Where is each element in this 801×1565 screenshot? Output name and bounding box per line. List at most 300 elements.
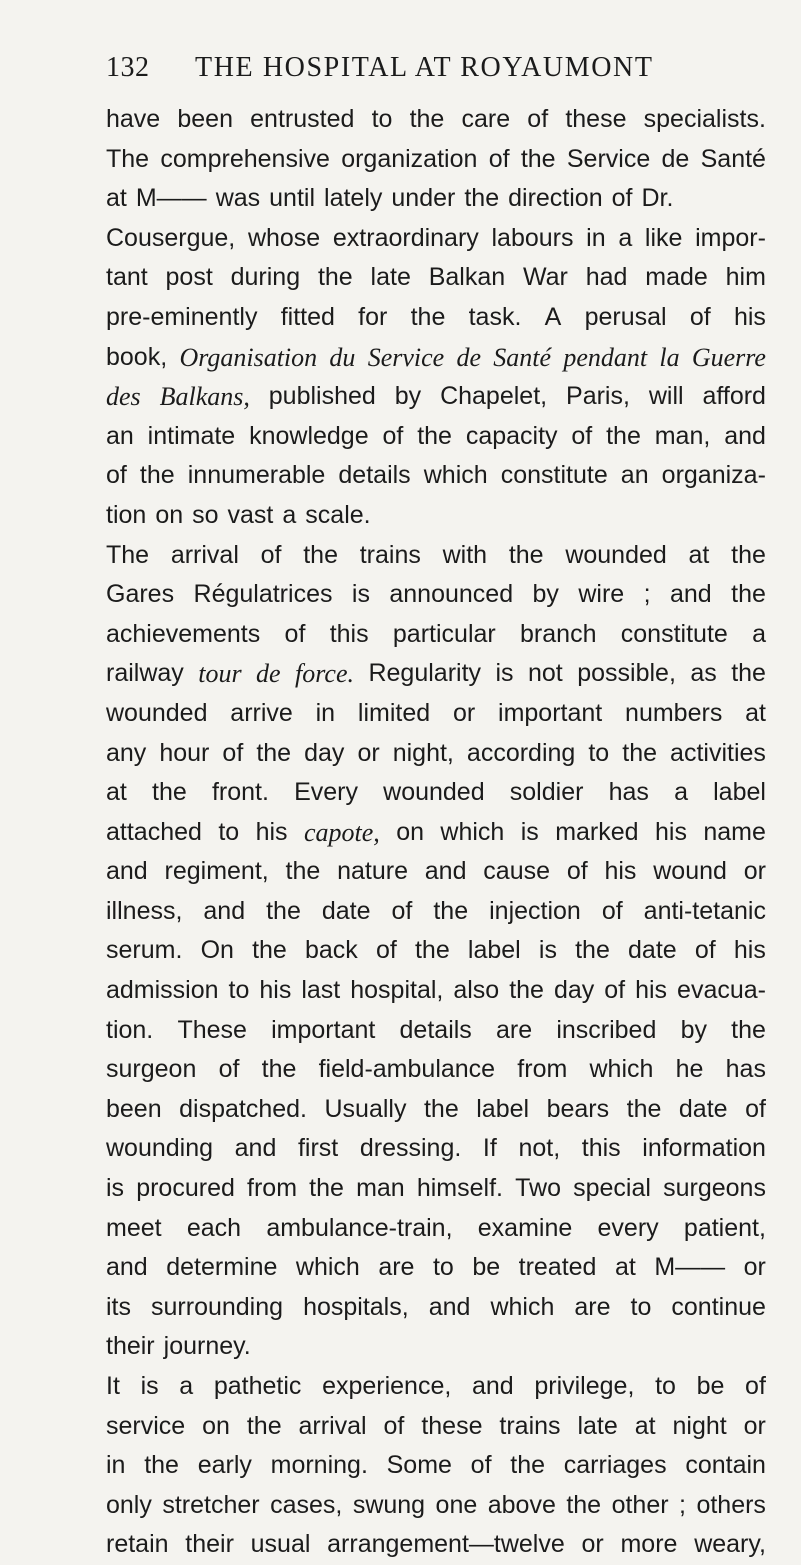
word: limited [357,698,431,727]
word: dispatched. [179,1094,307,1123]
word: in [315,698,336,727]
word: and [106,1253,148,1282]
word: to [371,105,393,133]
word: tant [106,263,148,292]
word: organiza- [661,461,766,490]
word: or [581,1530,604,1559]
word: himself. [416,1174,503,1203]
word: a [674,778,688,807]
word: wound [653,857,727,886]
word: intimate [147,421,236,450]
word: Regularity [368,659,482,688]
word: of [527,105,549,133]
word: are [574,1292,611,1321]
word: front. [211,778,269,807]
word: man, [654,421,711,450]
word: of [106,461,127,490]
word: which [589,1055,654,1084]
word: weary, [694,1530,766,1559]
word: contain [685,1451,766,1480]
word: the [256,738,292,767]
word: the [139,461,175,490]
text-line [106,694,766,734]
word: regiment, [164,857,269,886]
word: is [520,817,539,846]
word: with [442,540,488,569]
word: a [752,619,766,648]
word: man [356,1174,405,1203]
word: of [601,896,623,925]
word: is [351,580,370,609]
word: Usually [324,1094,407,1123]
word: date [678,1094,728,1123]
text-line [106,1446,766,1486]
word: and [424,857,467,886]
word: night [672,1411,727,1440]
text-line [106,1486,766,1526]
word: be [696,1372,725,1400]
word: important [498,698,603,727]
word: not, [518,1134,561,1163]
word: at [745,698,766,727]
word: constitute [500,461,608,490]
text-line [106,1169,766,1209]
word: field-ambulance [318,1055,496,1084]
word: trains [499,1411,561,1440]
word: of [689,302,711,331]
word: of [218,1055,240,1084]
page-number: 132 [106,52,150,83]
word: tion. [106,1015,154,1044]
word: trains [359,540,421,569]
word: railway [106,659,184,688]
word: These [177,1015,247,1044]
word: inscribed [556,1015,657,1044]
word: the [731,659,766,688]
word: the [252,936,287,965]
word: by [394,382,422,411]
text-line [106,338,766,378]
word: carriages [563,1451,667,1480]
word: activities [670,738,766,767]
text-line [106,1011,766,1051]
word: is [538,936,557,965]
text-line [106,1525,766,1565]
word: or [357,738,380,767]
word: or [452,698,476,727]
italic-word: la [659,342,680,372]
word: comprehensive [160,144,330,173]
word: impor- [695,223,766,252]
word: is [495,659,514,688]
word: as [690,659,717,688]
word: is [106,1174,125,1203]
text-line [106,140,766,180]
word: a [179,1372,194,1400]
word: others [696,1490,766,1519]
word: the [566,1490,602,1519]
word: attached [106,817,202,846]
word: arrangement—twelve [327,1530,565,1559]
word: Balkan [428,263,506,292]
word: Some [386,1451,452,1480]
word: its [106,1292,131,1321]
word: for [358,302,388,331]
word: the [410,302,446,331]
word: ; [643,580,651,609]
word: early [197,1451,252,1480]
text-line [106,456,766,496]
word: the [423,1094,459,1123]
word: determine [166,1253,278,1282]
word: nature [337,857,408,886]
text-line [106,773,766,813]
word: whose [247,223,321,252]
text-line [106,892,766,932]
word: of [383,1411,405,1440]
word: had [585,263,628,292]
word: these [421,1411,483,1440]
word: and [234,1134,277,1163]
word: evacua- [677,976,766,1005]
word: until [269,184,316,213]
word: announced [389,580,514,609]
word: which [295,1253,360,1282]
word: also [453,976,500,1005]
word: day [304,738,345,767]
word: of [470,1451,492,1480]
word: at [634,1411,656,1440]
text-line [106,179,766,219]
word: his [255,817,288,846]
word: of [745,1372,766,1400]
word: the [266,896,301,925]
word: and [106,857,148,886]
text-line [106,971,766,1011]
word: possible, [577,659,676,688]
italic-word: de [456,342,482,372]
word: label [713,778,766,807]
text-line [106,654,766,694]
text-line [106,1209,766,1249]
word: on [155,500,184,529]
word: wounded [565,540,667,569]
word: at [614,1253,636,1282]
word: back [305,936,358,965]
word: the [464,184,500,213]
word: the [261,1055,297,1084]
word: are [495,1015,533,1044]
word: arrival [298,1411,367,1440]
word: the [622,738,658,767]
word: above [487,1490,556,1519]
word: this [581,1134,621,1163]
word: cause [483,857,551,886]
word: Régulatrices [193,580,333,609]
word: to [228,976,250,1005]
word: during [230,263,301,292]
word: not [528,659,563,688]
word: pre-eminently [106,302,258,331]
word: the [731,580,766,609]
word: pathetic [213,1372,302,1400]
word: tion [106,500,147,529]
word: and [203,896,246,925]
running-head [106,52,766,92]
word: of [222,738,244,767]
word: The [106,144,150,173]
word: meet [106,1213,162,1242]
word: the [520,144,556,173]
word: Gares [106,580,175,609]
word: to [432,1253,454,1282]
word: vast [227,500,274,529]
word: from [517,1055,568,1084]
word: which [423,461,488,490]
word: the [246,1411,282,1440]
word: lately [324,184,383,213]
text-line [106,1248,766,1288]
word: each [186,1213,242,1242]
italic-word: Guerre [691,342,766,372]
word: is [140,1372,159,1400]
word: numbers [625,698,723,727]
word: Chapelet, [440,382,548,411]
word: anti-tetanic [643,896,766,925]
word: ambulance-train, [266,1213,453,1242]
word: of [260,540,282,569]
text-line [106,575,766,615]
text-line [106,734,766,774]
word: privilege, [534,1372,635,1400]
word: are [378,1253,415,1282]
word: admission [106,976,219,1005]
text-line [106,852,766,892]
word: was [215,184,261,213]
word: his [654,817,687,846]
word: the [414,936,450,965]
word: he [675,1055,704,1084]
italic-word: pendant [563,342,648,372]
word: of [391,896,413,925]
word: of [694,936,716,965]
word: their [106,1332,155,1361]
word: of [611,184,633,213]
word: of [375,936,397,965]
word: the [309,1174,344,1203]
text-line [106,1090,766,1130]
word: his [635,976,668,1005]
word: surgeons [663,1174,766,1203]
word: task. [468,302,522,331]
text-line [106,298,766,338]
word: of [745,1094,766,1123]
word: marked [555,817,639,846]
word: direction [508,184,603,213]
word: by [532,580,559,609]
word: to [655,1372,676,1400]
word: information [642,1134,766,1163]
word: knowledge [249,421,369,450]
text-line [106,813,766,853]
word: Cousergue, [106,223,236,252]
word: scale. [305,500,371,529]
word: arrive [230,698,293,727]
text-line [106,377,766,417]
word: the [626,1094,662,1123]
word: label [467,936,521,965]
word: late [370,263,411,292]
word: of [284,619,306,648]
word: wire [578,580,625,609]
word: retain [106,1530,169,1559]
word: night, [392,738,454,767]
word: of [382,421,404,450]
word: achievements [106,619,261,648]
text-line [106,536,766,576]
italic-word: Santé [493,342,552,372]
word: special [573,1174,651,1203]
word: A [544,302,562,331]
word: It [106,1372,120,1400]
word: have [106,105,161,133]
word: injection [489,896,581,925]
word: wounded [383,778,485,807]
word: surrounding [151,1292,284,1321]
word: bears [546,1094,610,1123]
word: other [611,1490,669,1519]
word: last [301,976,341,1005]
word: soldier [509,778,584,807]
running-title: THE HOSPITAL AT ROYAUMONT [195,52,654,83]
text-line [106,100,766,140]
italic-word: Balkans, [159,382,250,412]
word: de [661,144,690,173]
word: War [522,263,568,292]
text-line [106,1407,766,1447]
word: If [482,1134,497,1163]
word: and [471,1372,514,1400]
word: wounding [106,1134,214,1163]
word: been [177,105,233,133]
word: stretcher [162,1490,260,1519]
word: will [648,382,684,411]
word: cases, [270,1490,343,1519]
word: these [565,105,627,133]
body-text [106,100,766,1565]
word: their [185,1530,234,1559]
italic-word: du [329,342,356,372]
word: to [588,738,610,767]
word: procured [136,1174,235,1203]
word: swung [352,1490,426,1519]
word: of [604,976,626,1005]
word: has [608,778,649,807]
word: him [725,263,766,292]
word: The [106,540,150,569]
word: of [488,144,510,173]
word: date [628,936,677,965]
text-line [106,258,766,298]
word: in [106,1451,126,1480]
word: extraordinary [332,223,479,252]
word: and [428,1292,471,1321]
word: ; [679,1490,686,1519]
word: the [510,1451,546,1480]
word: Dr. [641,184,674,213]
word: surgeon [106,1055,197,1084]
word: every [597,1213,659,1242]
text-line [106,417,766,457]
word: book, [106,342,168,371]
word: of [566,857,588,886]
word: M—— [654,1253,726,1282]
word: be [472,1253,501,1282]
word: and [724,421,766,450]
text-line [106,1327,766,1367]
word: M—— [135,184,207,213]
word: post [165,263,213,292]
italic-word: des [106,382,141,412]
text-line [106,1050,766,1090]
word: name [703,817,766,846]
word: treated [518,1253,597,1282]
word: has [725,1055,766,1084]
word: entrusted [250,105,355,133]
word: Santé [700,144,766,173]
word: particular [392,619,496,648]
word: details [338,461,411,490]
text-line [106,1367,766,1407]
word: more [620,1530,678,1559]
word: afford [702,382,766,411]
italic-word: Service [367,342,445,372]
word: perusal [584,302,667,331]
word: journey. [163,1332,251,1361]
word: under [391,184,456,213]
text-line [106,1288,766,1328]
word: or [743,1253,766,1282]
word: an [106,421,134,450]
word: the [508,540,544,569]
word: one [435,1490,478,1519]
italic-word: Organisation [179,342,318,372]
text-line [106,615,766,655]
italic-word: de [256,659,281,689]
word: specialists. [643,105,766,133]
word: a [618,223,633,252]
word: only [106,1490,152,1519]
word: at [106,778,127,807]
word: from [247,1174,298,1203]
word: the [731,540,766,569]
word: been [106,1094,162,1123]
word: details [399,1015,472,1044]
word: the [433,896,469,925]
word: published [268,382,376,411]
word: capacity [465,421,558,450]
word: which [490,1292,555,1321]
word: wounded [106,698,208,727]
word: in [586,223,606,252]
word: his [733,302,766,331]
word: and [670,580,712,609]
word: the [144,1451,179,1480]
word: his [259,976,292,1005]
italic-word: force. [295,659,355,689]
word: labours [491,223,574,252]
word: illness, [106,896,183,925]
